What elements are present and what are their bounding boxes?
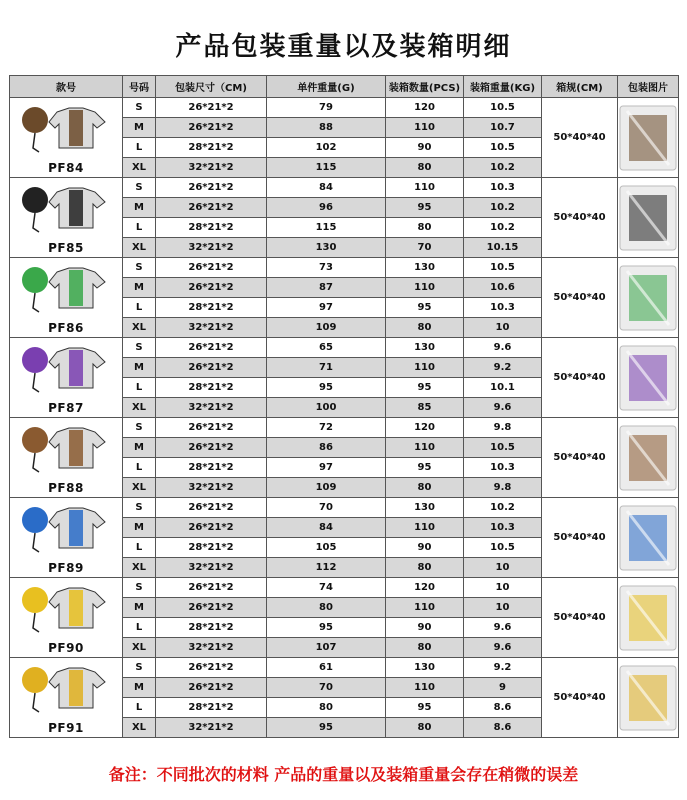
pack-size-cell: 26*21*2 <box>156 358 267 378</box>
unit-weight-cell: 102 <box>267 138 386 158</box>
header-picture: 包装图片 <box>618 76 679 98</box>
qty-cell: 70 <box>386 238 464 258</box>
box-weight-cell: 8.6 <box>464 698 542 718</box>
size-cell: S <box>123 258 156 278</box>
package-picture-cell <box>618 258 679 338</box>
size-cell: M <box>123 278 156 298</box>
box-weight-cell: 10.1 <box>464 378 542 398</box>
pack-size-cell: 32*21*2 <box>156 558 267 578</box>
size-cell: S <box>123 98 156 118</box>
package-photo-icon <box>619 265 677 331</box>
pack-size-cell: 28*21*2 <box>156 698 267 718</box>
box-weight-cell: 10 <box>464 318 542 338</box>
product-code: PF91 <box>48 721 84 735</box>
size-cell: M <box>123 358 156 378</box>
unit-weight-cell: 73 <box>267 258 386 278</box>
pack-size-cell: 26*21*2 <box>156 258 267 278</box>
size-cell: M <box>123 118 156 138</box>
carton-size-cell: 50*40*40 <box>542 578 618 658</box>
pack-size-cell: 26*21*2 <box>156 278 267 298</box>
carton-size-cell: 50*40*40 <box>542 338 618 418</box>
fur-hat-pet-costume-icon <box>13 182 113 238</box>
unit-weight-cell: 115 <box>267 158 386 178</box>
qty-cell: 110 <box>386 518 464 538</box>
box-weight-cell: 10.3 <box>464 298 542 318</box>
qty-cell: 80 <box>386 158 464 178</box>
box-weight-cell: 10 <box>464 578 542 598</box>
box-weight-cell: 9.2 <box>464 358 542 378</box>
hat-pet-costume-icon <box>13 102 113 158</box>
qty-cell: 130 <box>386 498 464 518</box>
unit-weight-cell: 70 <box>267 678 386 698</box>
box-weight-cell: 10.2 <box>464 158 542 178</box>
qty-cell: 110 <box>386 438 464 458</box>
pack-size-cell: 28*21*2 <box>156 138 267 158</box>
size-cell: XL <box>123 238 156 258</box>
unit-weight-cell: 79 <box>267 98 386 118</box>
unit-weight-cell: 115 <box>267 218 386 238</box>
box-weight-cell: 10.6 <box>464 278 542 298</box>
unit-weight-cell: 80 <box>267 598 386 618</box>
pack-size-cell: 28*21*2 <box>156 458 267 478</box>
header-qty: 装箱数量(PCS) <box>386 76 464 98</box>
box-weight-cell: 9.6 <box>464 618 542 638</box>
box-weight-cell: 10.15 <box>464 238 542 258</box>
size-cell: S <box>123 418 156 438</box>
size-cell: S <box>123 338 156 358</box>
header-box-weight: 装箱重量(KG) <box>464 76 542 98</box>
unit-weight-cell: 84 <box>267 178 386 198</box>
pack-size-cell: 28*21*2 <box>156 218 267 238</box>
box-weight-cell: 10 <box>464 598 542 618</box>
product-model-cell <box>10 98 123 178</box>
box-weight-cell: 10 <box>464 558 542 578</box>
carton-size-cell: 50*40*40 <box>542 258 618 338</box>
qty-cell: 130 <box>386 338 464 358</box>
size-cell: S <box>123 578 156 598</box>
qty-cell: 110 <box>386 598 464 618</box>
header-unit-weight: 单件重量(G) <box>267 76 386 98</box>
pack-size-cell: 26*21*2 <box>156 658 267 678</box>
packing-spec-table <box>9 75 679 738</box>
box-weight-cell: 10.2 <box>464 198 542 218</box>
qty-cell: 80 <box>386 478 464 498</box>
box-weight-cell: 10.5 <box>464 438 542 458</box>
size-cell: XL <box>123 318 156 338</box>
pack-size-cell: 28*21*2 <box>156 378 267 398</box>
size-cell: L <box>123 458 156 478</box>
qty-cell: 90 <box>386 618 464 638</box>
pack-size-cell: 26*21*2 <box>156 498 267 518</box>
size-cell: L <box>123 298 156 318</box>
table-row <box>10 98 679 118</box>
size-cell: S <box>123 658 156 678</box>
table-header-row <box>10 76 679 98</box>
size-cell: XL <box>123 478 156 498</box>
box-weight-cell: 10.5 <box>464 258 542 278</box>
box-weight-cell: 9.6 <box>464 398 542 418</box>
qty-cell: 110 <box>386 178 464 198</box>
package-picture-cell <box>618 578 679 658</box>
size-cell: L <box>123 218 156 238</box>
qty-cell: 110 <box>386 118 464 138</box>
pack-size-cell: 26*21*2 <box>156 598 267 618</box>
qty-cell: 120 <box>386 418 464 438</box>
package-photo-icon <box>619 425 677 491</box>
product-code: PF89 <box>48 561 84 575</box>
table-row <box>10 258 679 278</box>
pack-size-cell: 26*21*2 <box>156 518 267 538</box>
size-cell: M <box>123 518 156 538</box>
table-row <box>10 498 679 518</box>
yellow-ears-pet-costume-icon <box>13 582 113 638</box>
box-weight-cell: 9 <box>464 678 542 698</box>
size-cell: XL <box>123 558 156 578</box>
header-pack-size: 包装尺寸（CM) <box>156 76 267 98</box>
carton-size-cell: 50*40*40 <box>542 178 618 258</box>
size-cell: L <box>123 138 156 158</box>
unit-weight-cell: 84 <box>267 518 386 538</box>
table-row <box>10 578 679 598</box>
product-code: PF87 <box>48 401 84 415</box>
product-code: PF90 <box>48 641 84 655</box>
box-weight-cell: 10.5 <box>464 138 542 158</box>
unit-weight-cell: 95 <box>267 718 386 738</box>
qty-cell: 95 <box>386 458 464 478</box>
pack-size-cell: 26*21*2 <box>156 98 267 118</box>
size-cell: M <box>123 438 156 458</box>
product-model-cell <box>10 578 123 658</box>
unit-weight-cell: 80 <box>267 698 386 718</box>
box-weight-cell: 10.5 <box>464 98 542 118</box>
unit-weight-cell: 100 <box>267 398 386 418</box>
blue-hat-pet-costume-icon <box>13 502 113 558</box>
product-model-cell <box>10 418 123 498</box>
product-code: PF86 <box>48 321 84 335</box>
box-weight-cell: 10.7 <box>464 118 542 138</box>
box-weight-cell: 9.6 <box>464 638 542 658</box>
carton-size-cell: 50*40*40 <box>542 658 618 738</box>
unit-weight-cell: 74 <box>267 578 386 598</box>
size-cell: XL <box>123 718 156 738</box>
qty-cell: 90 <box>386 138 464 158</box>
size-cell: XL <box>123 398 156 418</box>
page-title: 产品包装重量以及装箱明细 <box>175 32 512 62</box>
pack-size-cell: 26*21*2 <box>156 198 267 218</box>
box-weight-cell: 10.3 <box>464 178 542 198</box>
unit-weight-cell: 112 <box>267 558 386 578</box>
table-row <box>10 658 679 678</box>
package-picture-cell <box>618 498 679 578</box>
size-cell: L <box>123 618 156 638</box>
size-cell: S <box>123 178 156 198</box>
box-weight-cell: 10.5 <box>464 538 542 558</box>
unit-weight-cell: 61 <box>267 658 386 678</box>
qty-cell: 80 <box>386 558 464 578</box>
pack-size-cell: 32*21*2 <box>156 158 267 178</box>
pack-size-cell: 32*21*2 <box>156 718 267 738</box>
pack-size-cell: 26*21*2 <box>156 118 267 138</box>
unit-weight-cell: 87 <box>267 278 386 298</box>
unit-weight-cell: 105 <box>267 538 386 558</box>
pack-size-cell: 26*21*2 <box>156 678 267 698</box>
carton-size-cell: 50*40*40 <box>542 498 618 578</box>
size-cell: M <box>123 598 156 618</box>
green-wig-pet-costume-icon <box>13 262 113 318</box>
box-weight-cell: 9.8 <box>464 418 542 438</box>
pack-size-cell: 32*21*2 <box>156 638 267 658</box>
box-weight-cell: 8.6 <box>464 718 542 738</box>
size-cell: S <box>123 498 156 518</box>
product-code: PF85 <box>48 241 84 255</box>
package-photo-icon <box>619 665 677 731</box>
crown-penguin-pet-costume-icon <box>13 662 113 718</box>
package-photo-icon <box>619 345 677 411</box>
package-picture-cell <box>618 178 679 258</box>
qty-cell: 110 <box>386 358 464 378</box>
product-model-cell <box>10 258 123 338</box>
qty-cell: 130 <box>386 258 464 278</box>
unit-weight-cell: 130 <box>267 238 386 258</box>
product-model-cell <box>10 178 123 258</box>
box-weight-cell: 10.3 <box>464 458 542 478</box>
unit-weight-cell: 95 <box>267 378 386 398</box>
header-model: 款号 <box>10 76 123 98</box>
package-photo-icon <box>619 185 677 251</box>
qty-cell: 80 <box>386 638 464 658</box>
package-photo-icon <box>619 105 677 171</box>
qty-cell: 80 <box>386 218 464 238</box>
qty-cell: 110 <box>386 678 464 698</box>
unit-weight-cell: 97 <box>267 458 386 478</box>
box-weight-cell: 9.2 <box>464 658 542 678</box>
qty-cell: 120 <box>386 98 464 118</box>
qty-cell: 120 <box>386 578 464 598</box>
pack-size-cell: 26*21*2 <box>156 338 267 358</box>
table-row <box>10 178 679 198</box>
box-weight-cell: 9.6 <box>464 338 542 358</box>
pack-size-cell: 32*21*2 <box>156 398 267 418</box>
unit-weight-cell: 109 <box>267 318 386 338</box>
header-carton: 箱规(CM) <box>542 76 618 98</box>
unit-weight-cell: 65 <box>267 338 386 358</box>
size-cell: L <box>123 538 156 558</box>
qty-cell: 80 <box>386 318 464 338</box>
qty-cell: 95 <box>386 198 464 218</box>
package-picture-cell <box>618 418 679 498</box>
lion-mane-pet-costume-icon <box>13 422 113 478</box>
product-model-cell <box>10 658 123 738</box>
header-size: 号码 <box>123 76 156 98</box>
pack-size-cell: 28*21*2 <box>156 618 267 638</box>
size-cell: XL <box>123 158 156 178</box>
product-model-cell <box>10 338 123 418</box>
box-weight-cell: 10.2 <box>464 498 542 518</box>
carton-size-cell: 50*40*40 <box>542 418 618 498</box>
pack-size-cell: 32*21*2 <box>156 478 267 498</box>
pack-size-cell: 32*21*2 <box>156 238 267 258</box>
pack-size-cell: 32*21*2 <box>156 318 267 338</box>
product-model-cell <box>10 498 123 578</box>
qty-cell: 95 <box>386 378 464 398</box>
package-photo-icon <box>619 505 677 571</box>
qty-cell: 95 <box>386 698 464 718</box>
qty-cell: 130 <box>386 658 464 678</box>
box-weight-cell: 9.8 <box>464 478 542 498</box>
unit-weight-cell: 72 <box>267 418 386 438</box>
pack-size-cell: 26*21*2 <box>156 178 267 198</box>
unit-weight-cell: 70 <box>267 498 386 518</box>
qty-cell: 85 <box>386 398 464 418</box>
unit-weight-cell: 71 <box>267 358 386 378</box>
unit-weight-cell: 109 <box>267 478 386 498</box>
product-code: PF88 <box>48 481 84 495</box>
package-picture-cell <box>618 338 679 418</box>
qty-cell: 90 <box>386 538 464 558</box>
size-cell: M <box>123 678 156 698</box>
unit-weight-cell: 107 <box>267 638 386 658</box>
package-picture-cell <box>618 98 679 178</box>
footnote: 备注：不同批次的材料 产品的重量以及装箱重量会存在稍微的误差 <box>108 765 579 784</box>
box-weight-cell: 10.3 <box>464 518 542 538</box>
pack-size-cell: 28*21*2 <box>156 538 267 558</box>
carton-size-cell: 50*40*40 <box>542 98 618 178</box>
unit-weight-cell: 97 <box>267 298 386 318</box>
pack-size-cell: 26*21*2 <box>156 438 267 458</box>
size-cell: M <box>123 198 156 218</box>
qty-cell: 110 <box>386 278 464 298</box>
package-photo-icon <box>619 585 677 651</box>
pack-size-cell: 26*21*2 <box>156 578 267 598</box>
unit-weight-cell: 86 <box>267 438 386 458</box>
product-code: PF84 <box>48 161 84 175</box>
unit-weight-cell: 88 <box>267 118 386 138</box>
unit-weight-cell: 96 <box>267 198 386 218</box>
pack-size-cell: 26*21*2 <box>156 418 267 438</box>
table-row <box>10 338 679 358</box>
box-weight-cell: 10.2 <box>464 218 542 238</box>
pack-size-cell: 28*21*2 <box>156 298 267 318</box>
qty-cell: 95 <box>386 298 464 318</box>
unit-weight-cell: 95 <box>267 618 386 638</box>
size-cell: XL <box>123 638 156 658</box>
package-picture-cell <box>618 658 679 738</box>
size-cell: L <box>123 698 156 718</box>
table-row <box>10 418 679 438</box>
size-cell: L <box>123 378 156 398</box>
wizard-hat-pet-costume-icon <box>13 342 113 398</box>
qty-cell: 80 <box>386 718 464 738</box>
